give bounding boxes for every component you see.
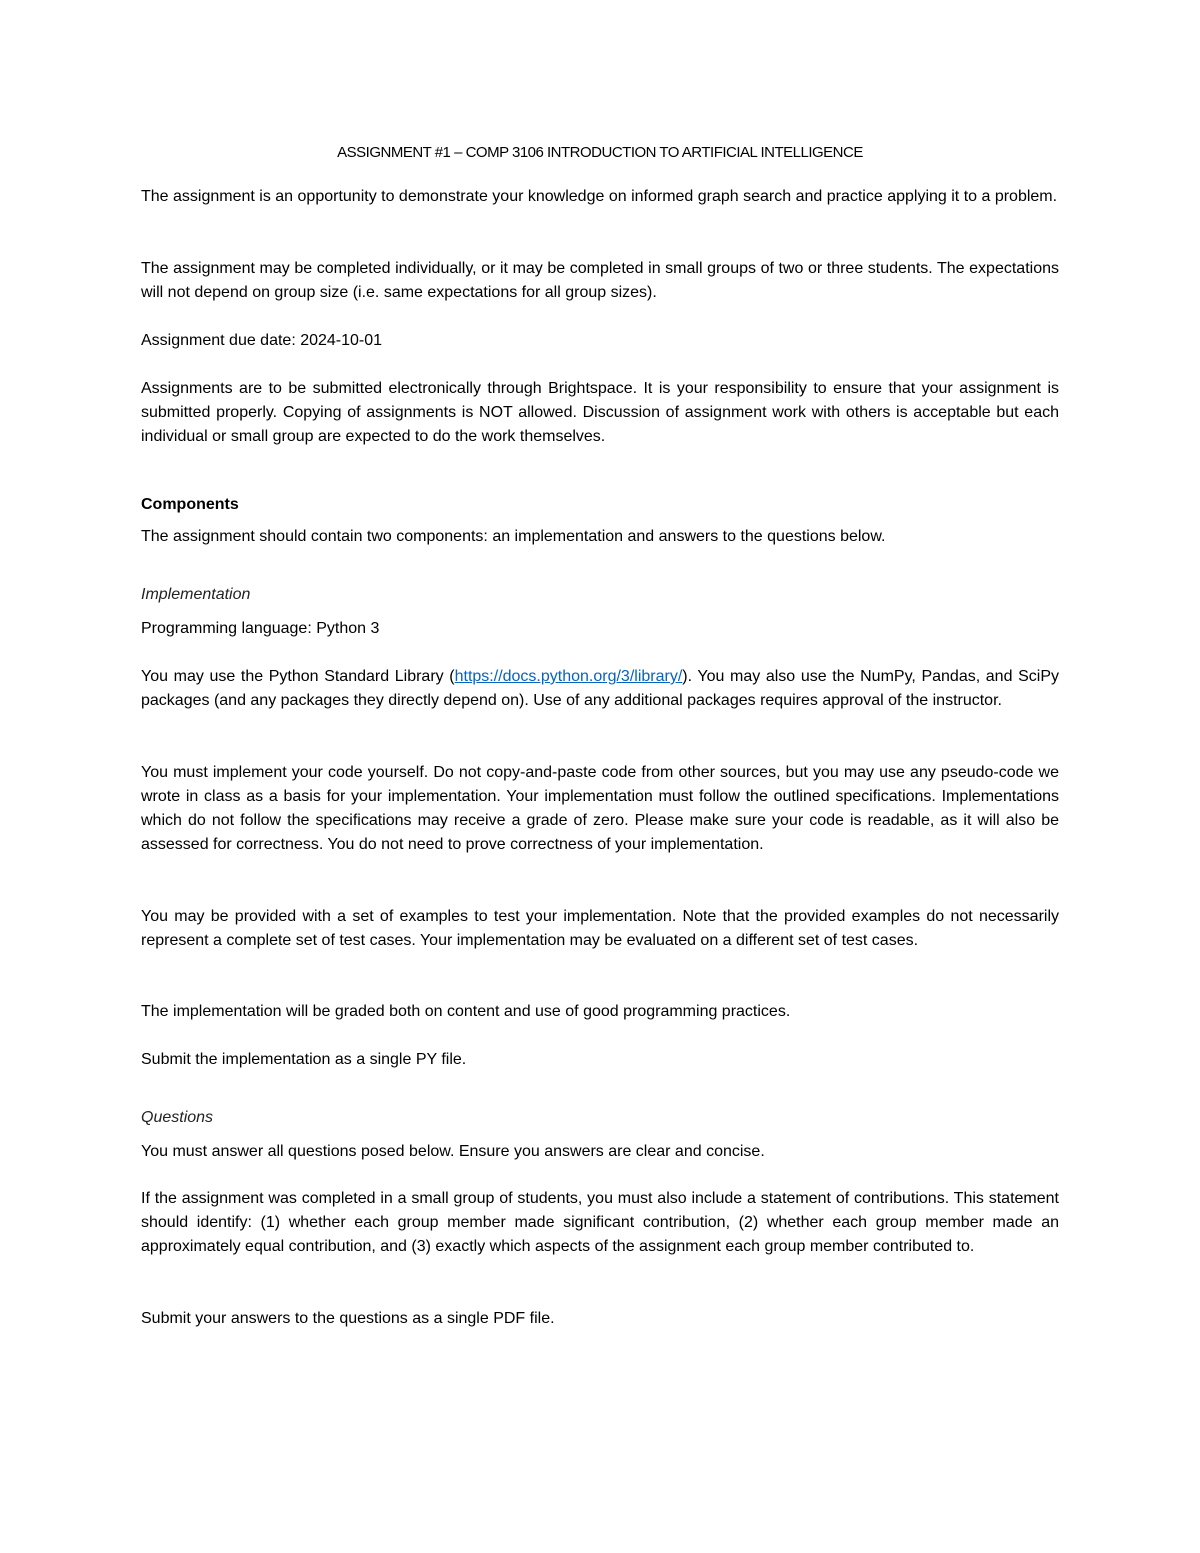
components-text: The assignment should contain two components: an implementation and answers to the questions below.: [141, 528, 886, 545]
python-library-link[interactable]: https://docs.python.org/3/library/: [454, 668, 683, 685]
submit-implementation: Submit the implementation as a single PY file.: [141, 1051, 467, 1068]
page-title: ASSIGNMENT #1 – COMP 3106 INTRODUCTION TO ARTIFICIAL INTELLIGENCE: [337, 144, 863, 161]
due-date: Assignment due date: 2024-10-01: [141, 332, 383, 349]
grading-paragraph: The implementation will be graded both on content and use of good programming practices.: [141, 1003, 791, 1020]
library-text-after: ). You may also use the NumPy, Pandas, and SciPy packages (and any packages they directly depend on). Use of any additional packages requires approval of the instructor.: [141, 668, 1059, 709]
questions-heading: Questions: [141, 1109, 214, 1126]
implementation-heading: Implementation: [141, 586, 251, 603]
programming-language: Programming language: Python 3: [141, 620, 380, 637]
group-policy-paragraph: The assignment may be completed individually, or it may be completed in small groups of two or three students. The expectations will not depend on group size (i.e. same expectations for all group sizes).: [141, 260, 1059, 301]
contributions-paragraph: If the assignment was completed in a small group of students, you must also include a statement of contributions. This statement should identify: (1) whether each group member made significant contribution, (2) whether each group member made an approximately equal contribution, and (3) exactly which aspects of the assignment each group member contributed to.: [141, 1190, 1059, 1255]
submission-policy-paragraph: Assignments are to be submitted electronically through Brightspace. It is your responsibility to ensure that your assignment is submitted properly. Copying of assignments is NOT allowed. Discussion of assignment work with others is acceptable but each individual or small group are expected to do the work themselves.: [141, 380, 1059, 445]
answer-all-paragraph: You must answer all questions posed below. Ensure you answers are clear and concise.: [141, 1143, 765, 1160]
own-code-paragraph: You must implement your code yourself. Do not copy-and-paste code from other sources, but you may use any pseudo-code we wrote in class as a basis for your implementation. Your implementation must follow the outlined specifications. Implementations which do not follow the specifications may receive a grade of zero. Please make sure your code is readable, as it will also be assessed for correctness. You do not need to prove correctness of your implementation.: [141, 764, 1059, 853]
submit-answers: Submit your answers to the questions as a single PDF file.: [141, 1310, 555, 1327]
examples-paragraph: You may be provided with a set of examples to test your implementation. Note that the provided examples do not necessarily represent a complete set of test cases. Your implementation may be evaluated on a different set of test cases.: [141, 908, 1059, 949]
components-heading: Components: [141, 496, 239, 513]
library-text-before: You may use the Python Standard Library (: [141, 668, 455, 685]
library-paragraph: [141, 665, 1059, 713]
intro-paragraph: The assignment is an opportunity to demonstrate your knowledge on informed graph search and practice applying it to a problem.: [141, 188, 1058, 205]
